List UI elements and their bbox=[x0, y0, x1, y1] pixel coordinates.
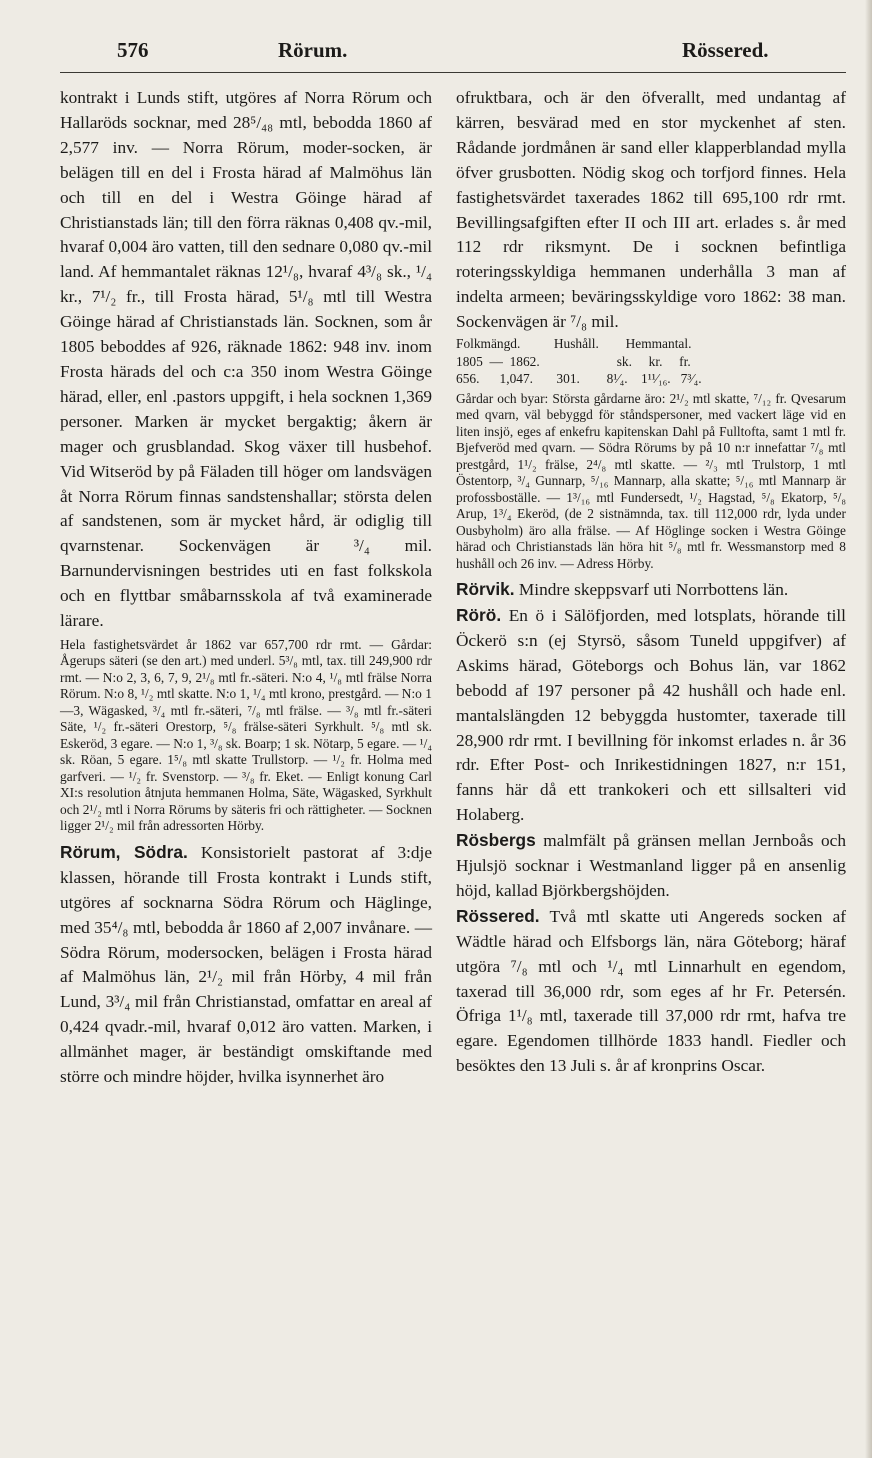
table-header: Folkmängd. Hushåll. Hemmantal. bbox=[456, 336, 692, 352]
paragraph: ofruktbara, och är den öfverallt, med undantag af kärren, besvärad med en stor myckenhet af sten. Rådande jordmånen är sand eller klapperblandad mylla öfver grusbotten. Nödig skog och torfjord finnes. Hela fastighetsvärdet taxerades 1862 till 695,100 rdr rmt. Bevillingsafgiften efter II och III art. erlades s. år med 112 rdr riksmynt. De i socknen befintliga roteringsskyldiga hemmanen underhålla 3 man af indelta armeen; beväringsskyldige voro 1862: 38 man. Sockenvägen är ⁷/₈ mil. bbox=[456, 88, 846, 332]
entry-text: Två mtl skatte uti Angereds socken af Wädtle härad och Elfsborgs län, nära Göteborg; häraf utgöra ⁷/₈ mtl och ¹/₄ mtl Linnarhult en egendom, taxerad till 36,000 rdr, som eges af hr Fr. Petersén. Öfriga 1¹/₈ mtl, taxerade till 37,000 rdr rmt, hafva tre egare. Egendomen tillhörde 1833 handl. Fiedler och besöktes den 13 Juli s. år af kronprins Oscar. bbox=[456, 906, 846, 1076]
page-number: 576 bbox=[117, 38, 149, 62]
entry-headword: Rössered. bbox=[456, 905, 540, 926]
entry-paragraph bbox=[456, 904, 846, 1079]
page-edge bbox=[865, 0, 872, 1458]
entry-paragraph bbox=[456, 828, 846, 904]
entry-text: Mindre skeppsvarf uti Norrbottens län. bbox=[514, 580, 789, 600]
right-headword: Rössered. bbox=[682, 38, 769, 62]
table-row: 656. 1,047. 301. 8¹⁄₄. 1¹¹⁄₁₆. 7³⁄₄. bbox=[456, 371, 702, 387]
entry-headword: Rörö. bbox=[456, 604, 502, 625]
entry-headword: Rörum, Södra. bbox=[60, 841, 188, 862]
entry-headword: Rörvik. bbox=[456, 579, 515, 600]
running-head bbox=[60, 38, 846, 73]
entry-text: malmfält på gränsen mellan Jernboås och Hjulsjö socknar i Westmanland ligger på en ansenlig höjd, kallad Björkbergshöjden. bbox=[456, 831, 846, 900]
entry-paragraph bbox=[456, 577, 846, 603]
entry-text: Konsistorielt pastorat af 3:dje klassen, hörande till Frosta kontrakt i Lunds stift, utgöres af socknarna Södra Rörum och Häglinge, med 35⁴/₈ mtl, bebodda år 1860 af 2,007 invånare. — Södra Rörum, modersocken, belägen i Frosta härad af Malmöhus län, 2¹/₂ mil från Hörby, 4 mil från Lund, 3³/₄ mil från Christianstad, omfattar en areal af 0,424 qvadr.-mil, hvaraf 0,012 äro vatten. Marken, i allmänhet mager, är beständigt omskiftande med större och mindre höjder, hvilka isynnerhet äro bbox=[60, 842, 433, 1087]
entry-paragraph bbox=[456, 603, 846, 828]
small-paragraph: Hela fastighetsvärdet år 1862 var 657,700 rdr rmt. — Gårdar: Ågerups säteri (se den art.) med underl. 5³/₈ mtl, tax. till 249,900 rdr rmt. — N:o 2, 3, 6, 7, 9, 2¹/₈ mtl fr.-säteri. N:o 4, ¹/₈ mtl frälse Norra Rörum. N:o 8, ¹/₂ mtl skatte. N:o 1, ¹/₄ mtl krono, prestgård. — N:o 1—3, Wägasked, ³/₄ mtl fr.-säteri, ⁷/₈ mtl frälse. — ³/₈ mtl fr.-säteri Säte, ¹/₂ fr.-säteri Orestorp, ⁵/₈ frälse-säteri Syrkhult. ⁵/₈ mtl sk. Eskeröd, 3 egare. — N:o 1, ³/₈ sk. Boarp; 1 sk. Nötarp, 5 egare. — ¹/₄ sk. Röan, 5 egare. 1⁵/₈ mtl skatte Trullstorp. — ¹/₂ fr. Holma med garfveri. — ¹/₂ fr. Svenstorp. — ³/₈ fr. Eket. — Enligt konung Carl XI:s resolution åtnjuta hemmanen Holma, Säte, Wägasked, Syrkhult och 2¹/₂ mtl i Norra Rörums by säteris fri och rättigheter. — Socknen ligger 2¹/₂ mil från adressorten Hörby. bbox=[60, 636, 432, 834]
entry-headword: Rösbergs bbox=[456, 830, 536, 851]
entry-text: En ö i Sälöfjorden, med lotsplats, hörande till Öckerö s:n (ej Styrsö, såsom Tuneld uppgifver) af Askims härad, Göteborgs och Bohus län, var 1862 bebodd af 197 personer på 42 hushåll och hade enl. mantalslängden 12 bebyggda hustomter, taxerade till 28,900 rdr rmt. I bevillning för inkomst erlades n. år 36 rdr. Efter Post- och Inrikestidningen 1827, n:r 151, fanns här då ett trankokeri och ett sillsalteri vid Holaberg. bbox=[456, 605, 846, 825]
left-headword: Rörum. bbox=[278, 38, 348, 62]
right-column bbox=[456, 86, 846, 1079]
entry-paragraph bbox=[60, 840, 432, 1090]
paragraph: kontrakt i Lunds stift, utgöres af Norra Rörum och Hallaröds socknar, med 28⁵/₄₈ mtl, bebodda 1860 af 2,577 inv. — Norra Rörum, moder-socken, är belägen till en del i Frosta härad af Malmöhus län och till en del i Westra Göinge härad af Christianstads län; till den förra räknas 0,408 qv.-mil, hvaraf 0,004 äro vatten, till den sednare 0,080 qv.-mil land. Af hemmantalet räknas 12¹/₈, hvaraf 4³/₈ sk., ¹/₄ kr., 7¹/₂ fr., till Frosta härad, 5¹/₈ mtl till Westra Göinge härad af Christianstads län. Socknen, som år 1805 beboddes af 926, räknade 1862: 948 inv. inom Frosta härads del och c:a 350 inom Westra Göinge härad, eller, enl .pastors uppgift, i hela socknen 1,369 personer. Marken är mycket bergaktig; åkern är mager och grusblandad. Skog växer till husbehof. Vid Witseröd by på Fäladen till höger om landsvägen åt Norra Rörum finnas sandstenshallar; största delen af sandstenen, som är mycket hård, är odiglig till qvarnstenar. Sockenvägen är ³/₄ mil. Barnundervisningen bestrides uti en fast folkskola och en flyttbar småbarnsskola af två examinerade lärare. bbox=[60, 88, 432, 631]
table-row: 1805 — 1862. sk. kr. fr. bbox=[456, 353, 691, 369]
left-column bbox=[60, 86, 432, 1090]
small-paragraph: Gårdar och byar: Största gårdarne äro: 2¹/₂ mtl skatte, ⁷/₁₂ fr. Qvesarum med qvarn, väl bebyggd för ståndspersoner, med vackert läge vid en liten insjö, eges af enkefru kapitenskan Dahl på Fulltofta, samt 1 mtl fr. Bjefveröd med qvarn. — Södra Rörums by på 10 n:r innefattar ⁷/₈ mtl prestgård, 1¹/₂ frälse, 2⁴/₈ mtl skatte. — ²/₃ mtl Trulstorp, 1 mtl Östentorp, ³/₄ Gunnarp, ⁵/₁₆ Mannarp, alla skatte; ⁵/₁₆ mtl Mannarp är profossboställe. — 1³/₁₆ mtl Fundersedt, ¹/₂ Hagstad, ⁵/₈ Ekatorp, ⁵/₈ Arup, 1³/₄ Ekeröd, (de 2 sistnämnda, tax. till 112,000 rdr, lyda under Ousbyholm) äro alla frälse. — Af Höglinge socken i Westra Göinge härad och Christianstads län höra hit ⁵/₈ mtl fr. Wessmanstorp med 8 hushåll och 26 inv. — Adress Hörby. bbox=[456, 390, 846, 571]
